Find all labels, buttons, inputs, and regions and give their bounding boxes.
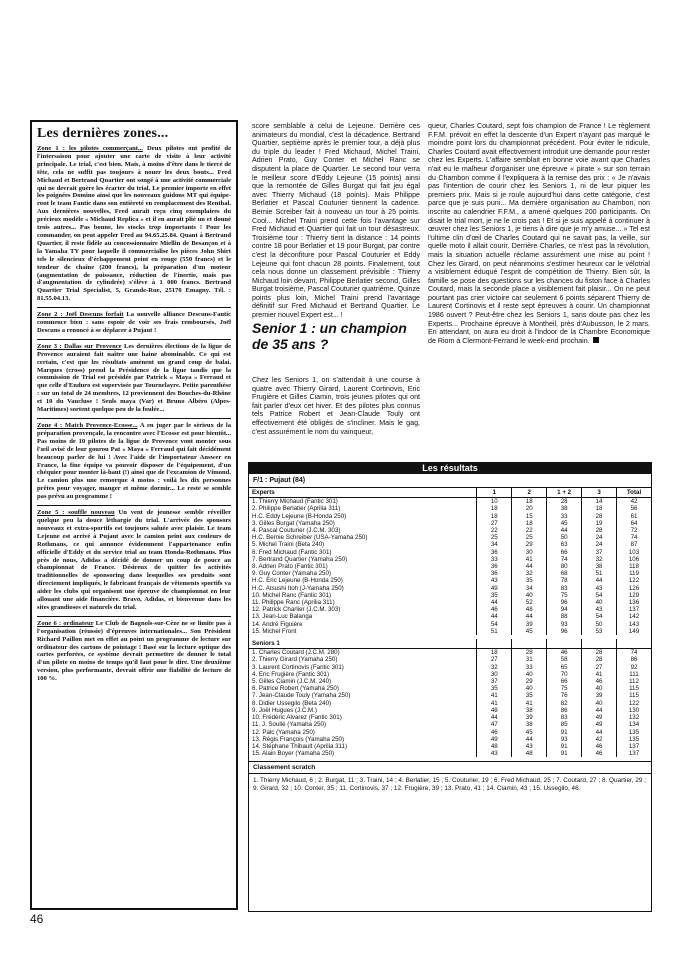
score-cell: 112	[617, 678, 651, 685]
score-cell: 43	[582, 606, 617, 613]
zone-paragraph	[37, 422, 231, 501]
table-row	[249, 606, 651, 613]
score-cell: 91	[547, 750, 582, 757]
score-cell: 75	[547, 592, 582, 599]
score-cell: 45	[547, 520, 582, 527]
seniors-rows	[249, 649, 651, 758]
score-cell: 41	[477, 700, 512, 707]
score-cell: 137	[617, 750, 651, 757]
score-cell: 49	[582, 714, 617, 721]
score-cell: 18	[477, 513, 512, 520]
zone-text: A en juger par le sérieux de la préparation provençale, la rencontre avec l'Ecosse est pour bientôt... Pas moins de 10 pilotes de la ligue de Provence vont monter sous l'œil avisé de leur gourou Pat « Maya » Ferraud qui fait décidément beaucoup parler de lui ! Avec l'aide de l'importateur Answer en France, la fine équipe va pouvoir disposer de l'équipement, d'un chéquier pour monter là-haut (!) ainsi que de l'excamion de Vimond. Le camion plus une remorque 4 motos : voilà les dix personnes prêtes pour voyager, manger et même dormir... Le reste se semble pas prévu au programme !	[37, 422, 231, 501]
score-cell: 96	[547, 628, 582, 635]
score-cell: 40	[512, 671, 547, 678]
rider-name: 4. Eric Frugière (Fantic 301)	[252, 670, 330, 678]
score-cell: 30	[512, 549, 547, 556]
table-row	[249, 513, 651, 520]
score-cell: 29	[512, 678, 547, 685]
col-header-blank	[547, 639, 582, 649]
score-cell: 96	[547, 599, 582, 606]
score-cell: 41	[582, 671, 617, 678]
results-table	[249, 488, 651, 757]
rider-name: 4. Pascal Couturier (J.C.M. 303)	[252, 527, 341, 535]
table-row	[249, 664, 651, 671]
table-row	[249, 585, 651, 592]
score-cell: 58	[547, 656, 582, 663]
score-cell: 44	[547, 527, 582, 534]
score-cell: 40	[512, 685, 547, 692]
score-cell: 44	[477, 714, 512, 721]
score-cell: 35	[512, 692, 547, 699]
score-cell: 40	[582, 685, 617, 692]
score-cell: 42	[582, 736, 617, 743]
score-cell: 20	[512, 505, 547, 512]
zone-paragraph	[37, 145, 231, 303]
rider-name: 13. Régis François (Yamaha 250)	[252, 735, 345, 743]
zone-text: Les dernières élections de la ligue de Provence auraient fait naître une haine abominable. Ce qui est certain, c'est que les résultats amènent un grand coup de balai. Marques (cross) prend la Présidence de la ligue tandis que la commission de Trial est présidée par Patrick « Maya » Ferraud et que celle d'Enduro est supervisée par Tournelayre. Petite parenthèse : sur un total de 24 membres, 12 proviennent des Bouches-du-Rhône et 10 du Vaucluse ! Seuls maya (Var) et Bruno Albéro (Alpes-Maritimes) sortent quelque peu de la foulée...	[37, 342, 231, 414]
rider-name: 11. Philippe Ranc (Aprilia 311)	[252, 599, 335, 607]
rider-name: 3. Laurent Cortinovis (Fantic 301)	[252, 663, 344, 671]
zone-text: Le Club de Bagnols-sur-Cèze ne se limite pas à l'organisation (réussie) d'épreuves internationales... Son Président Richard Paillon met en effet au point un programme de lecture sur ordinateur des cartons de pointage ! Basé sur la lecture optique des cartes perforées, ce système devrait permettre de donner le total d'un pilote en moins de temps qu'il faut pour le dire. Une deuxième version, plus performante, devrait offrir une fiabilité de lecture de 100 %.	[37, 619, 231, 683]
table-row	[249, 613, 651, 620]
rider-name: 2. Thierry Girard (Yamaha 250)	[252, 656, 338, 664]
rider-name: 1. Thierry Michaud (Fantic 301)	[252, 498, 338, 506]
table-row	[249, 541, 651, 548]
rider-name: 15. Alain Boyer (Yamaha 250)	[252, 750, 335, 758]
rider-name: 14. André Figuière	[252, 620, 303, 628]
score-cell: 37	[582, 549, 617, 556]
rider-name: 7. Bertrand Quartier (Yamaha 250)	[252, 555, 348, 563]
score-cell: 63	[547, 541, 582, 548]
zone-paragraph	[37, 509, 231, 612]
score-cell: 27	[582, 664, 617, 671]
score-cell: 87	[617, 541, 651, 548]
zone-text: Deux pilotes ont profité de l'intersaison pour ajouter une carte de visite à leur activité principale. Le trial, c'est bien. Mais, à moins d'être dans le tiercé de tête, cela ne suffit pas toujours à nouer les deux bouts... Fred Michaud et Bertrand Quartier ont songé à une activité commerciale qui ne devrait guère les écarter du trial. Le premier importe en effet les poignées Domino ainsi que les nouveaux guidons MT qui équipe-ront le team Fantic dans son entièreté en remplacement des Renthal. Aux dernières nouvelles, Fred aurait reçu cinq exemplaires du précieux modèle « Michaud Replica » et il en aurait plié un et donné trois autres... Pas bonne, les stocks trop importants ! Pour les commander, on peut appeler Fred au 94.65.25.84. Quant à Bertrand Quartier, il reste fidèle au concessionnaire Miellin de Besançon et à la Yamaha TY pour laquelle il commercialise les pièces John Shirt tels le silencieux d'échappement peint en rouge (550 francs) et le tendeur de chaîne (200 francs), la préparation d'un moteur (augmentation de puissance, réduction de l'inertie, mais pas d'augmentation de cylindrée) s'élève à 1 000 francs. Bertrand Quartier Trial Specialist, 5, Grande-Rue, 25170 Emagny. Tél. : 81.55.04.13.	[37, 145, 231, 303]
rider-name: 14. Stéphane Thibault (Aprilia 311)	[252, 742, 348, 750]
score-cell: 93	[547, 736, 582, 743]
zone-paragraph	[37, 311, 231, 335]
table-row	[249, 592, 651, 599]
results-title: Les résultats	[249, 463, 651, 474]
table-row	[249, 534, 651, 541]
table-row	[249, 628, 651, 635]
table-row	[249, 714, 651, 721]
score-cell: 143	[617, 621, 651, 628]
score-cell: 119	[617, 570, 651, 577]
score-cell: 46	[547, 649, 582, 657]
score-cell: 40	[582, 700, 617, 707]
score-cell: 54	[582, 592, 617, 599]
table-row	[249, 736, 651, 743]
category-experts: Experts	[249, 488, 477, 498]
score-cell: 46	[477, 606, 512, 613]
col-header-blank	[617, 639, 651, 649]
score-cell: 83	[547, 714, 582, 721]
table-row	[249, 599, 651, 606]
score-cell: 70	[547, 671, 582, 678]
score-cell: 76	[547, 692, 582, 699]
score-cell: 72	[617, 527, 651, 534]
score-cell: 42	[617, 498, 651, 506]
page-number: 46	[30, 912, 44, 926]
score-cell: 32	[582, 556, 617, 563]
table-row	[249, 498, 651, 506]
zone-paragraph	[37, 343, 231, 414]
rider-name: 9. Joël Hugues (J.C.M.)	[252, 706, 317, 714]
score-cell: 28	[547, 498, 582, 506]
score-cell: 29	[512, 541, 547, 548]
score-cell: 43	[477, 577, 512, 584]
score-cell: 39	[582, 692, 617, 699]
score-cell: 126	[617, 585, 651, 592]
score-cell: 47	[477, 721, 512, 728]
score-cell: 28	[512, 649, 547, 657]
rider-name: 7. Jean-Claude Touly (Yamaha 250)	[252, 692, 351, 700]
scratch-heading: Classement scratch	[249, 761, 651, 774]
score-cell: 41	[477, 692, 512, 699]
table-row	[249, 556, 651, 563]
score-cell: 36	[477, 570, 512, 577]
score-cell: 106	[617, 556, 651, 563]
score-cell: 44	[582, 707, 617, 714]
score-cell: 43	[477, 750, 512, 757]
score-cell: 51	[477, 628, 512, 635]
score-cell: 32	[512, 570, 547, 577]
score-cell: 49	[477, 585, 512, 592]
score-cell: 111	[617, 671, 651, 678]
rider-name: 2. Philippe Berlatier (Aprilia 311)	[252, 505, 341, 513]
score-cell: 53	[582, 628, 617, 635]
table-row	[249, 563, 651, 570]
score-cell: 34	[477, 541, 512, 548]
seniors-header-row	[249, 639, 651, 649]
score-cell: 36	[477, 563, 512, 570]
score-cell: 94	[547, 606, 582, 613]
score-cell: 115	[617, 692, 651, 699]
score-cell: 33	[547, 513, 582, 520]
zone-heading: Zone 3 : Dallas sur Provence	[37, 342, 122, 350]
score-cell: 28	[582, 656, 617, 663]
score-cell: 45	[512, 628, 547, 635]
score-cell: 54	[477, 621, 512, 628]
score-cell: 54	[582, 613, 617, 620]
score-cell: 46	[582, 743, 617, 750]
col-header: 1 + 2	[547, 488, 582, 498]
score-cell: 136	[617, 599, 651, 606]
score-cell: 33	[512, 664, 547, 671]
table-row	[249, 685, 651, 692]
rider-name: 10. Michel Ranc (Fantic 301)	[252, 591, 332, 599]
rider-name: 1. Charles Coutard (J.C.M. 280)	[252, 649, 340, 657]
score-cell: 40	[512, 592, 547, 599]
score-cell: 44	[582, 729, 617, 736]
score-cell: 68	[547, 570, 582, 577]
table-row	[249, 678, 651, 685]
score-cell: 134	[617, 721, 651, 728]
score-cell: 137	[617, 606, 651, 613]
rider-name: 6. Fred Michaud (Fantic 301)	[252, 548, 332, 556]
score-cell: 24	[582, 541, 617, 548]
score-cell: 40	[582, 599, 617, 606]
zones-list	[37, 145, 231, 683]
rider-name: H.C. Eddy Lejeune (B-Honda 250)	[252, 512, 347, 520]
article-column-right	[428, 122, 650, 460]
article-column-middle: score semblable à celui de Lejeune. Derrière ces animateurs du mondial, c'est la décadence. Bertrand Quartier, septième après le premier tour, a déjà plus du triple du leader ! Fred Michaud, Michel Traini, Adrien Prato, Guy Conter et Michel Ranc se disputent la place de Quartier. Le second tour verra le meilleur score d'Eddy Lejeune (15 points) ainsi que la remontée de Gilles Burgat qui fait jeu égal avec Thierry Michaud (18 points). Mais Philippe Berlatier et Pascal Couturier tiennent la cadence. Bernie Screiber fait à nouveau un tour à 25 points. Cool... Michel Traini prend cette fois l'avantage sur Fred Michaud et Quartier qui fait un tour désastreux. Troisième tour : Thierry tient la distance : 14 points contre 18 pour Berlatier et 19 pour Burgat, par contre c'est la déconfiture pour Pascal Couturier et Eddy Lejeune qui font chacun 28 points. Finalement, tout cela nous donne un classement prévisible : Thierry Michaud loin devant, Philippe Berlatier second, Gilles Burgat troisième, Pascal Couturier quatrième. Quinze points plus loin, Michel Traini prend l'avantage définitif sur Fred Michaud et Bertrand Quartier. Le premier nouvel Expert est... !	[252, 122, 420, 320]
score-cell: 14	[582, 498, 617, 506]
score-cell: 91	[547, 729, 582, 736]
col-header: 1	[477, 488, 512, 498]
score-cell: 28	[582, 649, 617, 657]
rider-name: H.C. Atsushi Itoh (J-Yamaha 250)	[252, 584, 344, 592]
table-row	[249, 649, 651, 657]
score-cell: 46	[477, 729, 512, 736]
score-cell: 34	[512, 585, 547, 592]
results-event: F/1 : Pujaut (84)	[249, 474, 651, 488]
score-cell: 46	[582, 678, 617, 685]
score-cell: 49	[477, 736, 512, 743]
score-cell: 80	[547, 563, 582, 570]
rider-name: 5. Michel Traini (Beta 240)	[252, 541, 325, 549]
section-heading-senior1: Senior 1 : un champion de 35 ans ?	[252, 320, 407, 352]
col-header: Total	[617, 488, 651, 498]
score-cell: 18	[477, 649, 512, 657]
score-cell: 122	[617, 700, 651, 707]
rider-name: 3. Gilles Burgat (Yamaha 250)	[252, 519, 335, 527]
table-row	[249, 721, 651, 728]
score-cell: 142	[617, 613, 651, 620]
table-row	[249, 743, 651, 750]
rider-name: H.C. Bernie Schreiber (USA-Yamaha 250)	[252, 534, 368, 542]
table-row	[249, 505, 651, 512]
score-cell: 35	[477, 685, 512, 692]
col-header: 3	[582, 488, 617, 498]
score-cell: 82	[547, 700, 582, 707]
zone-separator	[37, 505, 231, 506]
score-cell: 83	[547, 585, 582, 592]
article-column-right-text: queur, Charles Coutard, sept fois champion de France ! Le règlement F.F.M. prévoit en effet la descente d'un Expert n'ayant pas marqué le moindre point lors du championnat précédent. Pour éviter le ridicule, Charles Coutard avait effectivement introduit une demande pour rester chez les Experts. L'affaire semblait en bonne voie avant que Charles n'ait eu le malheur d'organiser une épreuve « pirate » sur son terrain du Chambon comme il l'expliquera à la remise des prix : « Je n'avais pas l'intention de courir chez les Seniors 1, ni de leur piquer les premiers prix. Mais si je roule aujourd'hui dans cette catégorie, c'est parce que je suis puni... Ma dernière organisation au Chambon, non inscrite au calendrier F.F.M., a amené quelques 200 participants. On disait le trial mort, je ne le crois pas ! Et si je suis appelé à continuer à œuvrer chez les Seniors 1, je tiens à dire que je m'y amuse... » Tel est l'ultime clin d'œil de Charles Coutard qui ne savait pas, la veille, sur quelle moto il allait courir. Derrière Charles, ce n'est pas la révolution, mais la situation actuelle réclame assurément une mise au point ! Chez les Girard, on peut néanmoins s'estimer heureux car le vélotrial a visiblement éduqué l'esprit de compétition de Thierry. Bien sûr, la famille se pose des questions sur les chances du fiston face à Charles Coutard, mais la seconde place a visiblement fait plaisir... On ne peut pourtant pas crier victoire car seulement 6 points séparent Thierry de Laurent Cortinovis et il reste sept épreuves à courir. Un championnat 1986 ouvert ? Peut-être chez les Seniors 1, sans doute pas chez les Experts... Prochaine épreuve à Montheil, près d'Aubusson, le 2 mars. En attendant, on aura eu droit à l'indoor de la Chambre Economique de Riom à Clermont-Ferrand le week-end prochain.	[428, 122, 650, 345]
score-cell: 85	[547, 721, 582, 728]
score-cell: 18	[477, 505, 512, 512]
score-cell: 86	[617, 656, 651, 663]
zone-separator	[37, 307, 231, 308]
scratch-text: 1. Thierry Michaud, 6 ; 2. Burgat, 11 ; 3. Traini, 14 ; 4. Berlatier, 15 ; 5. Couturier, 19 ; 6. Fred Michaud, 25 ; 7. Coutard, 27 ; 8. Quartier, 29 ; 9. Girard, 32 ; 10. Conter, 35 ; 11. Cortinovis, 37 ; 12. Frugière, 39 ; 13. Prato, 41 ; 14. Ciamin, 43 ; 15. Ussegilo, 46.	[253, 777, 646, 793]
table-row	[249, 750, 651, 757]
score-cell: 15	[512, 513, 547, 520]
score-cell: 135	[617, 736, 651, 743]
rider-name: H.C. Eric Lejeune (B-Honda 250)	[252, 577, 343, 585]
score-cell: 43	[582, 585, 617, 592]
zone-paragraph	[37, 620, 231, 683]
score-cell: 25	[512, 534, 547, 541]
score-cell: 44	[512, 563, 547, 570]
score-cell: 92	[617, 664, 651, 671]
zone-heading: Zone 6 : ordinateur	[37, 619, 94, 627]
score-cell: 28	[582, 527, 617, 534]
score-cell: 18	[512, 498, 547, 506]
score-cell: 50	[582, 621, 617, 628]
score-cell: 118	[617, 563, 651, 570]
score-cell: 27	[477, 520, 512, 527]
table-row	[249, 577, 651, 584]
score-cell: 41	[512, 700, 547, 707]
score-cell: 25	[477, 534, 512, 541]
score-cell: 132	[617, 714, 651, 721]
table-row	[249, 621, 651, 628]
zone-heading: Zone 5 : souffle nouveau	[37, 509, 115, 517]
score-cell: 10	[477, 498, 512, 506]
score-cell: 86	[547, 707, 582, 714]
rider-name: 8. Didier Ussegilo (Beta 240)	[252, 699, 332, 707]
rider-name: 15. Michel Front	[252, 627, 297, 635]
score-cell: 44	[512, 736, 547, 743]
score-cell: 30	[477, 671, 512, 678]
table-row	[249, 520, 651, 527]
score-cell: 24	[582, 534, 617, 541]
score-cell: 28	[582, 513, 617, 520]
rider-name: 8. Adrien Prato (Fantic 301)	[252, 563, 328, 571]
score-cell: 93	[547, 621, 582, 628]
score-cell: 44	[512, 613, 547, 620]
score-cell: 130	[617, 707, 651, 714]
col-header-blank	[477, 639, 512, 649]
score-cell: 74	[617, 649, 651, 657]
score-cell: 103	[617, 549, 651, 556]
zone-heading: Zone 4 : Match Provence-Ecosse...	[37, 422, 138, 429]
score-cell: 122	[617, 577, 651, 584]
score-cell: 48	[512, 750, 547, 757]
score-cell: 74	[617, 534, 651, 541]
table-row	[249, 656, 651, 663]
col-header: 2	[512, 488, 547, 498]
score-cell: 27	[477, 656, 512, 663]
score-cell: 135	[617, 729, 651, 736]
score-cell: 48	[477, 743, 512, 750]
score-cell: 48	[512, 606, 547, 613]
zone-separator	[37, 418, 231, 419]
score-cell: 33	[477, 556, 512, 563]
score-cell: 44	[582, 577, 617, 584]
rider-name: 6. Patrice Robert (Yamaha 250)	[252, 685, 339, 693]
score-cell: 137	[617, 743, 651, 750]
score-cell: 22	[512, 527, 547, 534]
rider-name: 9. Guy Conter (Yamaha 250)	[252, 570, 331, 578]
score-cell: 149	[617, 628, 651, 635]
score-cell: 38	[582, 563, 617, 570]
score-cell: 52	[512, 599, 547, 606]
score-cell: 45	[512, 729, 547, 736]
zone-heading: Zone 2 : Joël Descuns forfait	[37, 311, 124, 319]
score-cell: 39	[512, 714, 547, 721]
score-cell: 32	[477, 664, 512, 671]
score-cell: 38	[512, 721, 547, 728]
score-cell: 36	[477, 549, 512, 556]
score-cell: 61	[617, 513, 651, 520]
results-header-row	[249, 488, 651, 498]
score-cell: 46	[582, 750, 617, 757]
score-cell: 88	[547, 613, 582, 620]
rider-name: 10. Frédéric Alvarez (Fantic 301)	[252, 714, 342, 722]
table-row	[249, 692, 651, 699]
table-row	[249, 570, 651, 577]
score-cell: 50	[547, 534, 582, 541]
score-cell: 18	[512, 520, 547, 527]
score-cell: 38	[512, 707, 547, 714]
score-cell: 78	[547, 577, 582, 584]
score-cell: 75	[547, 685, 582, 692]
zone-text: Un vent de jeunesse semble réveiller quelque peu la douce léthargie du trial. L'arrivée des sponsors nouveaux et extra-sportifs est toujours saluée avec plaisir. Le team Lejeune est arrivé à Pujaut avec le camion peint aux couleurs de Rothmans, ce qui annonce évidemment l'appartenance enfin officielle d'Eddy et du service trial au team Honda-Rothmans. Plus près de nous, Adidas a décidé de donner un coup de pouce au championnat de France. Désireux de quitter les activités traditionnelles de sponsoring dans lesquelles ses produits sont directement impliqués, le fabricant français de vêtements sportifs va aider les clubs qui organisent une épreuve de championnat en leur allouant une aide financière. Bravo, Adidas, et bienvenue dans les sites grandioses et naturels du trial.	[37, 509, 232, 611]
score-cell: 22	[477, 527, 512, 534]
results-box	[248, 462, 652, 912]
score-cell: 44	[477, 599, 512, 606]
end-of-article-mark	[593, 337, 599, 343]
zone-text: La nouvelle alliance Descuns-Fantic commence bien : sans espoir de voir ses frais remboursés, Joël Descuns a renoncé à se déplacer à Pujaut !	[37, 311, 231, 334]
score-cell: 35	[477, 592, 512, 599]
score-cell: 65	[547, 664, 582, 671]
score-cell: 66	[547, 678, 582, 685]
rider-name: 12. Patrick Charlier (J.C.M. 303)	[252, 606, 341, 614]
score-cell: 41	[512, 556, 547, 563]
rider-name: 13. Jean-Luc Balanga	[252, 613, 313, 621]
category-seniors: Seniors 1	[249, 639, 477, 649]
score-cell: 51	[582, 570, 617, 577]
experts-rows	[249, 498, 651, 635]
score-cell: 18	[582, 505, 617, 512]
sidebar-box-dernieres-zones	[30, 120, 238, 910]
score-cell: 74	[547, 556, 582, 563]
score-cell: 66	[547, 549, 582, 556]
col-header-blank	[582, 639, 617, 649]
article-column-middle-senior: Chez les Seniors 1, on s'attendait à une course à quatre avec Thierry Girard, Laurent Cortinovis, Eric Frugière et Gilles Ciamin, trois jeunes pilotes qui ont fait parler d'eux cet hiver. Et des pilotes plus connus tels Patrice Robert et Jean-Claude Touly ont effectivement été obligés de s'incliner. Mais le gag, c'est assurément le nom du vainqueur,	[252, 376, 420, 436]
table-row	[249, 671, 651, 678]
table-row	[249, 729, 651, 736]
rider-name: 11. J. Soullé (Yamaha 250)	[252, 721, 327, 729]
score-cell: 35	[512, 577, 547, 584]
score-cell: 37	[477, 678, 512, 685]
rider-name: 5. Gilles Ciamin (J.C.M. 240)	[252, 678, 332, 686]
table-row	[249, 549, 651, 556]
table-row	[249, 707, 651, 714]
score-cell: 44	[477, 613, 512, 620]
score-cell: 64	[617, 520, 651, 527]
zone-heading: Zone 1 : les pilotes commerçant...	[37, 145, 143, 152]
rider-name: 12. Palc (Yamaha 250)	[252, 728, 315, 736]
score-cell: 39	[512, 621, 547, 628]
score-cell: 38	[547, 505, 582, 512]
score-cell: 31	[512, 656, 547, 663]
table-row	[249, 527, 651, 534]
score-cell: 115	[617, 685, 651, 692]
score-cell: 56	[617, 505, 651, 512]
score-cell: 43	[512, 743, 547, 750]
sidebar-title: Les dernières zones...	[37, 126, 169, 141]
score-cell: 91	[547, 743, 582, 750]
score-cell: 19	[582, 520, 617, 527]
score-cell: 49	[582, 721, 617, 728]
zone-separator	[37, 339, 231, 340]
col-header-blank	[512, 639, 547, 649]
score-cell: 129	[617, 592, 651, 599]
zone-separator	[37, 616, 231, 617]
table-row	[249, 700, 651, 707]
score-cell: 48	[477, 707, 512, 714]
